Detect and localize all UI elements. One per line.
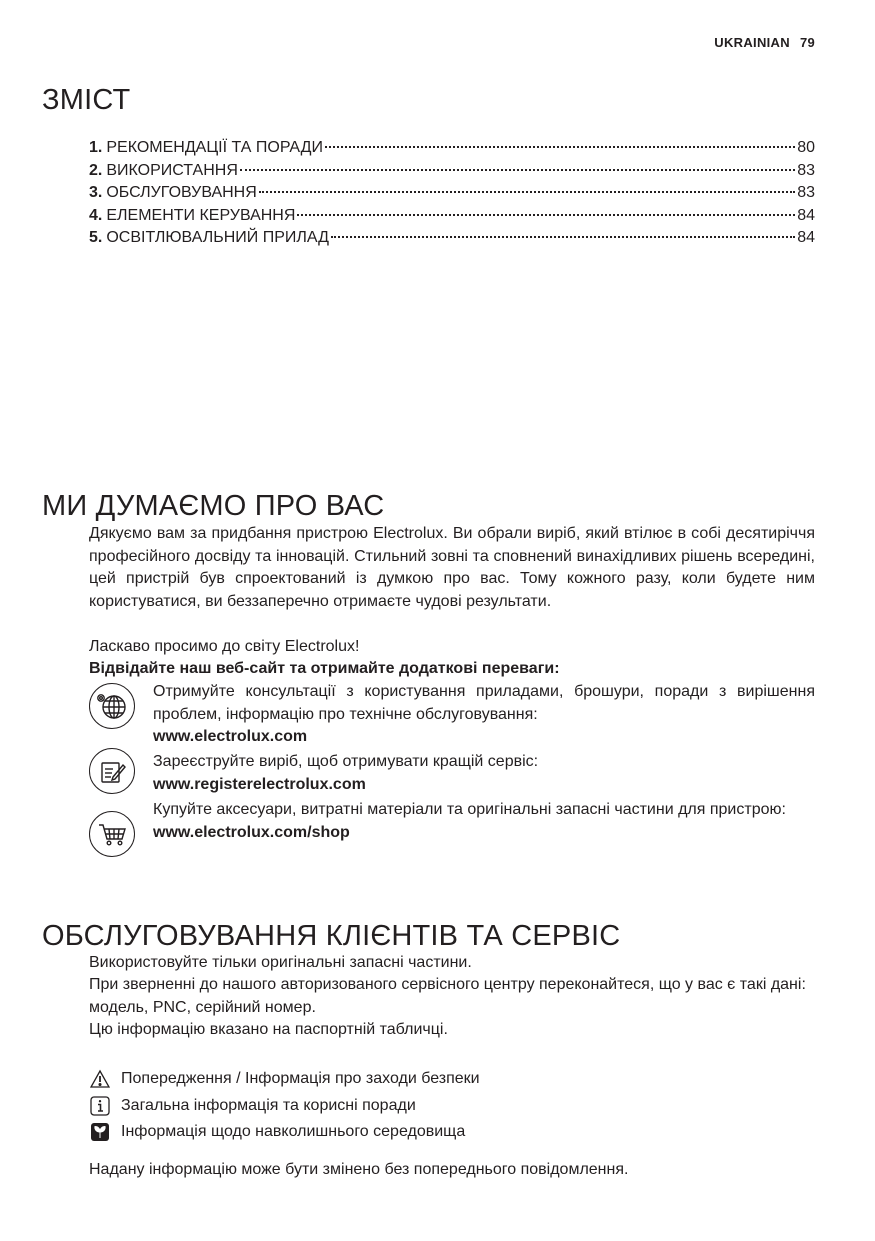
change-notice: Надану інформацію може бути змінено без попереднього повідомлення. xyxy=(89,1161,629,1178)
benefit-text: Купуйте аксесуари, витратні матеріали та оригінальні запасні частини для пристрою: xyxy=(153,801,786,818)
toc-title: ЗМІСТ xyxy=(42,84,131,116)
toc-leader-dots xyxy=(325,146,795,148)
globe-icon xyxy=(89,683,135,729)
toc-item-page: 83 xyxy=(797,184,815,202)
toc-item[interactable] xyxy=(89,205,815,228)
toc-item-page: 83 xyxy=(797,161,815,179)
toc-leader-dots xyxy=(297,214,795,216)
benefit-text: Зареєструйте виріб, щоб отримувати кращій сервіс: xyxy=(153,753,539,770)
shop-link[interactable]: www.electrolux.com/shop xyxy=(153,823,350,841)
toc-item-number: 5. xyxy=(89,229,103,247)
toc-item-label: ОСВІТЛЮВАЛЬНИЙ ПРИЛАД xyxy=(106,229,329,247)
toc-item[interactable] xyxy=(89,160,815,183)
legend-item xyxy=(89,1093,480,1120)
toc-item-page: 84 xyxy=(797,206,815,224)
legend-item xyxy=(89,1066,480,1093)
toc-leader-dots xyxy=(240,169,795,171)
toc-item-number: 3. xyxy=(89,184,103,202)
legend-text: Загальна інформація та корисні поради xyxy=(121,1096,416,1114)
service-line-3: Цю інформацію вказано на паспортній табличці. xyxy=(89,1021,448,1038)
toc-item-number: 4. xyxy=(89,206,103,224)
visit-line: Відвідайте наш веб-сайт та отримайте додаткові переваги: xyxy=(89,660,560,677)
register-link[interactable]: www.registerelectrolux.com xyxy=(153,775,366,793)
legend-item xyxy=(89,1119,480,1146)
about-paragraph: Дякуємо вам за придбання пристрою Electrolux. Ви обрали виріб, який втілює в собі десятиріччя професійного досвіду та інновацій. Стильний зовні та сповнений винахідливих рішень всередині, цей пристрій був спроектований із думкою про вас. Тому кожного разу, коли будете ним користуватися, ви беззаперечно отримаєте чудові результати. xyxy=(89,525,815,610)
website-link[interactable]: www.electrolux.com xyxy=(153,728,308,745)
benefit-text: Отримуйте консультації з користування приладами, брошури, поради з вирішення проблем, інформацію про технічне обслуговування: xyxy=(153,683,815,723)
legend-text: Попередження / Інформація про заходи безпеки xyxy=(121,1070,480,1087)
info-icon xyxy=(89,1095,111,1117)
header-language: UKRAINIAN xyxy=(714,35,790,50)
toc-item-page: 80 xyxy=(797,139,815,156)
shopping-cart-icon xyxy=(89,811,135,857)
toc-leader-dots xyxy=(331,236,795,238)
service-line-2: При зверненні до нашого авторизованого сервісного центру переконайтеся, що у вас є такі дані: модель, PNC, серійний номер. xyxy=(89,976,806,1016)
toc-item-label: РЕКОМЕНДАЦІЇ ТА ПОРАДИ xyxy=(106,139,323,156)
about-title: МИ ДУМАЄМО ПРО ВАС xyxy=(42,490,385,522)
toc-item[interactable] xyxy=(89,137,815,160)
symbol-legend xyxy=(89,1066,480,1146)
legend-text: Інформація щодо навколишнього середовища xyxy=(121,1123,466,1140)
service-title: ОБСЛУГОВУВАННЯ КЛІЄНТІВ ТА СЕРВІС xyxy=(42,920,621,952)
toc-item-number: 2. xyxy=(89,161,103,179)
toc-item-page: 84 xyxy=(797,229,815,247)
toc-item-label: ОБСЛУГОВУВАННЯ xyxy=(106,184,257,202)
toc-item-number: 1. xyxy=(89,139,103,156)
register-icon xyxy=(89,748,135,794)
toc-item[interactable] xyxy=(89,227,815,250)
table-of-contents xyxy=(89,137,815,250)
warning-icon xyxy=(89,1068,111,1090)
page-header xyxy=(714,35,815,50)
toc-item-label: ЕЛЕМЕНТИ КЕРУВАННЯ xyxy=(106,206,296,224)
service-line-1: Використовуйте тільки оригінальні запасні частини. xyxy=(89,954,472,971)
environment-icon xyxy=(89,1121,111,1143)
toc-leader-dots xyxy=(259,191,795,193)
toc-item[interactable] xyxy=(89,182,815,205)
toc-item-label: ВИКОРИСТАННЯ xyxy=(106,161,238,179)
page-number: 79 xyxy=(799,35,815,50)
welcome-line: Ласкаво просимо до світу Electrolux! xyxy=(89,638,360,655)
